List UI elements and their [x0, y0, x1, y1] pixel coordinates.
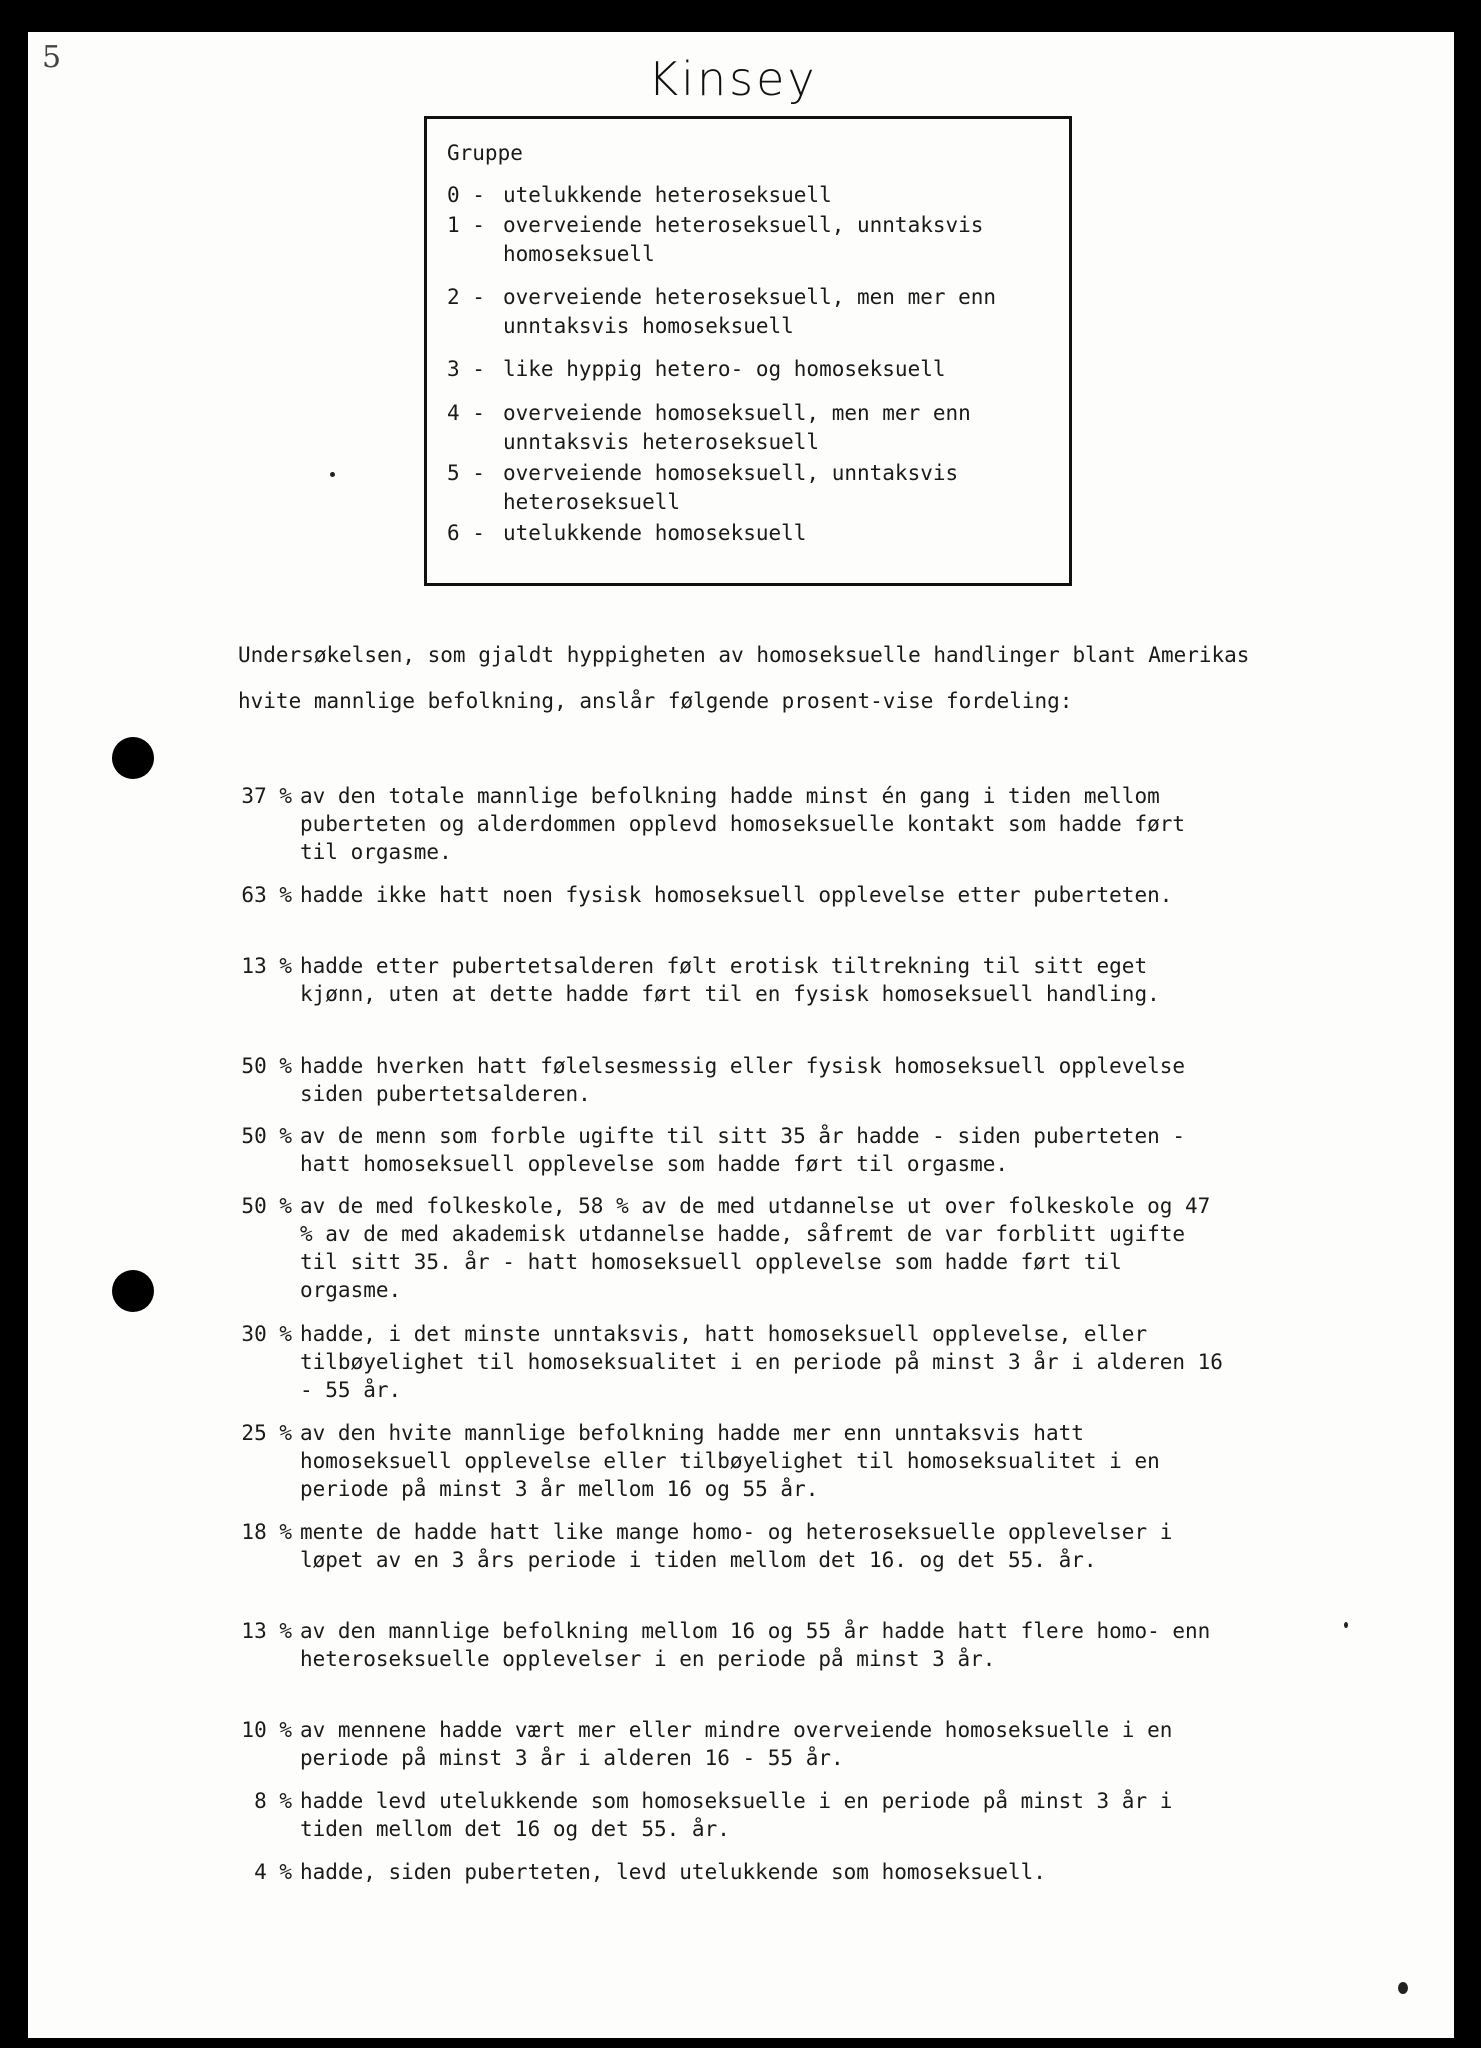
stat-percent: 30 %: [241, 1322, 292, 1346]
stat-text: av de menn som forble ugifte til sitt 35 år hadde - siden puberteten - hatt homoseksuell opplevelse som hadde ført til orgasme.: [300, 1124, 1186, 1176]
scale-number: 1 -: [447, 213, 485, 237]
stat-percent: 13 %: [241, 1619, 292, 1643]
scale-item-6: [447, 519, 1063, 548]
punch-hole: [112, 737, 154, 779]
scale-item-2: [447, 283, 1063, 341]
stat-percent: 8 %: [254, 1789, 292, 1813]
stat-text: av de med folkeskole, 58 % av de med utdannelse ut over folkeskole og 47 % av de med akademisk utdannelse hadde, såfremt de var forblitt ugifte til sitt 35. år - hatt homoseksuell opplevelse som hadde ført til orgasme.: [300, 1194, 1211, 1302]
stat-percent: 13 %: [241, 954, 292, 978]
stat-percent: 50 %: [241, 1054, 292, 1078]
stat-percent: 10 %: [241, 1718, 292, 1742]
ink-speck: [330, 472, 335, 477]
stat-text: hadde ikke hatt noen fysisk homoseksuell opplevelse etter puberteten.: [300, 883, 1173, 907]
stat-text: hadde, siden puberteten, levd utelukkende som homoseksuell.: [300, 1860, 1046, 1884]
stat-text: hadde etter pubertetsalderen følt erotisk tiltrekning til sitt eget kjønn, uten at dette hadde ført til en fysisk homoseksuell handling.: [300, 954, 1160, 1006]
scale-number: 2 -: [447, 285, 485, 309]
scale-text: utelukkende heteroseksuell: [503, 183, 832, 207]
stat-row: [224, 1716, 1230, 1772]
stat-percent: 25 %: [241, 1421, 292, 1445]
stat-percent: 37 %: [241, 784, 292, 808]
stat-row: [224, 1122, 1230, 1178]
stat-percent: 63 %: [241, 883, 292, 907]
scale-item-1: [447, 211, 1063, 269]
stat-percent: 50 %: [241, 1124, 292, 1148]
stat-text: hadde hverken hatt følelsesmessig eller fysisk homoseksuell opplevelse siden pubertetsalderen.: [300, 1054, 1186, 1106]
ink-speck: [1344, 1622, 1348, 1628]
stat-row: [224, 1320, 1230, 1404]
scale-text: overveiende heteroseksuell, men mer enn unntaksvis homoseksuell: [503, 285, 997, 338]
stat-percent: 4 %: [254, 1860, 292, 1884]
stat-text: av mennene hadde vært mer eller mindre overveiende homoseksuelle i en periode på minst 3 år i alderen 16 - 55 år.: [300, 1718, 1173, 1770]
stat-row: [224, 1518, 1230, 1574]
document-page: [28, 32, 1454, 2038]
stat-row: [224, 782, 1230, 866]
stat-text: hadde levd utelukkende som homoseksuelle i en periode på minst 3 år i tiden mellom det 16 og det 55. år.: [300, 1789, 1173, 1841]
stat-percent: 18 %: [241, 1520, 292, 1544]
intro-paragraph: Undersøkelsen, som gjaldt hyppigheten av homoseksuelle handlinger blant Amerikas hvite mannlige befolkning, anslår følgende prosent-vise fordeling:: [238, 643, 1250, 713]
stat-text: av den totale mannlige befolkning hadde minst én gang i tiden mellom puberteten og alderdommen opplevd homoseksuelle kontakt som hadde ført til orgasme.: [300, 784, 1186, 864]
stat-row: [224, 1052, 1230, 1108]
scale-number: 0 -: [447, 183, 485, 207]
scale-item-3: [447, 355, 1063, 384]
scale-number: 6 -: [447, 521, 485, 545]
punch-hole: [112, 1270, 154, 1312]
stat-percent: 50 %: [241, 1194, 292, 1218]
handwritten-title: Kinsey: [648, 52, 818, 106]
stat-row: [224, 1787, 1230, 1843]
legend-title: Gruppe: [447, 141, 523, 165]
scale-item-5: [447, 459, 1063, 517]
stat-row: [224, 1858, 1230, 1886]
stat-text: hadde, i det minste unntaksvis, hatt homoseksuell opplevelse, eller tilbøyelighet til homoseksualitet i en periode på minst 3 år i alderen 16 - 55 år.: [300, 1322, 1223, 1402]
stat-text: av den mannlige befolkning mellom 16 og 55 år hadde hatt flere homo- enn heteroseksuelle opplevelser i en periode på minst 3 år.: [300, 1619, 1211, 1671]
scale-number: 4 -: [447, 401, 485, 425]
stat-row: [224, 1419, 1230, 1503]
stat-row: [224, 881, 1230, 909]
scale-number: 5 -: [447, 461, 485, 485]
stat-text: av den hvite mannlige befolkning hadde mer enn unntaksvis hatt homoseksuell opplevelse eller tilbøyelighet til homoseksualitet i en periode på minst 3 år mellom 16 og 55 år.: [300, 1421, 1160, 1501]
stat-row: [224, 952, 1230, 1008]
stat-row: [224, 1192, 1230, 1304]
scale-text: utelukkende homoseksuell: [503, 521, 807, 545]
scale-text: overveiende homoseksuell, unntaksvis heteroseksuell: [503, 461, 959, 514]
stat-row: [224, 1617, 1230, 1673]
scale-text: like hyppig hetero- og homoseksuell: [503, 357, 946, 381]
kinsey-scale-box: [424, 116, 1072, 586]
scale-item-4: [447, 399, 1063, 457]
corner-mark: 5: [42, 40, 62, 75]
scale-item-0: [447, 181, 1063, 210]
scale-number: 3 -: [447, 357, 485, 381]
stat-text: mente de hadde hatt like mange homo- og heteroseksuelle opplevelser i løpet av en 3 års periode i tiden mellom det 16. og det 55. år.: [300, 1520, 1173, 1572]
scale-text: overveiende homoseksuell, men mer enn unntaksvis heteroseksuell: [503, 401, 971, 454]
scale-text: overveiende heteroseksuell, unntaksvis homoseksuell: [503, 213, 984, 266]
ink-speck: [1398, 1982, 1408, 1994]
